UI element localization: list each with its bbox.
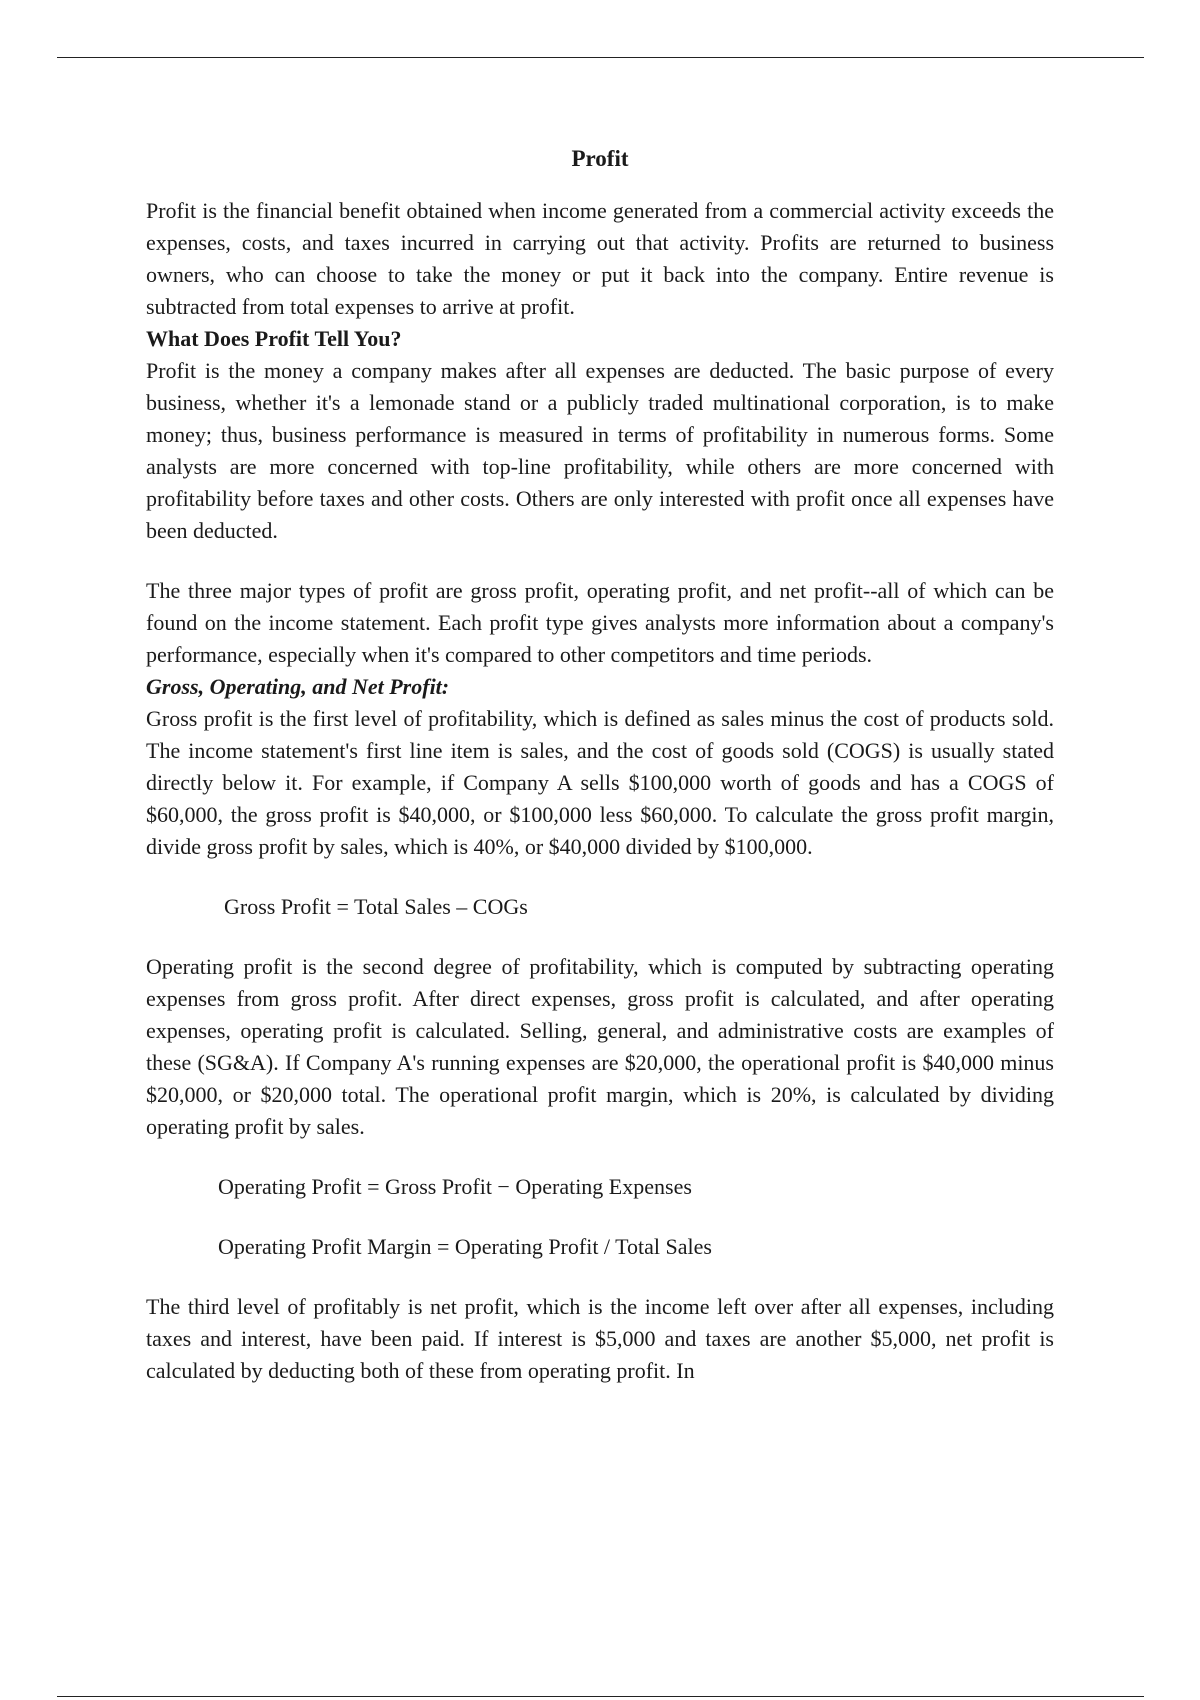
section-heading-gross-operating-net: Gross, Operating, and Net Profit: — [146, 674, 450, 699]
bottom-rule — [57, 1696, 1144, 1697]
paragraph-profit-definition: Profit is the money a company makes after all expenses are deducted. The basic purpose of every business, whether it's a lemonade stand or a publicly traded multinational corporation, is to make money; thus, business performance is measured in terms of profitability in numerous forms. Some analysts are more concerned with top-line profitability, while others are more concerned with profitability before taxes and other costs. Others are only interested with profit once all expenses have been deducted. — [146, 358, 1054, 543]
formula-operating-profit: Operating Profit = Gross Profit − Operating Expenses — [218, 1174, 692, 1199]
paragraph-gross-profit: Gross profit is the first level of profitability, which is defined as sales minus the cost of products sold. The income statement's first line item is sales, and the cost of goods sold (COGS) is usually stated directly below it. For example, if Company A sells $100,000 worth of goods and has a COGS of $60,000, the gross profit is $40,000, or $100,000 less $60,000. To calculate the gross profit margin, divide gross profit by sales, which is 40%, or $40,000 divided by $100,000. — [146, 706, 1054, 859]
intro-paragraph: Profit is the financial benefit obtained when income generated from a commercial activity exceeds the expenses, costs, and taxes incurred in carrying out that activity. Profits are returned to business owners, who can choose to take the money or put it back into the company. Entire revenue is subtracted from total expenses to arrive at profit. — [146, 198, 1054, 319]
page-title: Profit — [571, 146, 629, 171]
top-rule — [57, 57, 1144, 58]
formula-gross-profit: Gross Profit = Total Sales – COGs — [224, 894, 528, 919]
paragraph-profit-types: The three major types of profit are gross profit, operating profit, and net profit--all of which can be found on the income statement. Each profit type gives analysts more information about a company's performance, especially when it's compared to other competitors and time periods. — [146, 578, 1054, 667]
paragraph-operating-profit: Operating profit is the second degree of profitability, which is computed by subtracting operating expenses from gross profit. After direct expenses, gross profit is calculated, and after operating expenses, operating profit is calculated. Selling, general, and administrative costs are examples of these (SG&A). If Company A's running expenses are $20,000, the operational profit is $40,000 minus $20,000, or $20,000 total. The operational profit margin, which is 20%, is calculated by dividing operating profit by sales. — [146, 954, 1054, 1139]
formula-operating-profit-margin: Operating Profit Margin = Operating Profit / Total Sales — [218, 1234, 712, 1259]
paragraph-net-profit: The third level of profitably is net profit, which is the income left over after all expenses, including taxes and interest, have been paid. If interest is $5,000 and taxes are another $5,000, net profit is calculated by deducting both of these from operating profit. In — [146, 1294, 1054, 1383]
section-heading-what-profit-tells: What Does Profit Tell You? — [146, 326, 402, 351]
document-body — [146, 143, 1054, 1387]
